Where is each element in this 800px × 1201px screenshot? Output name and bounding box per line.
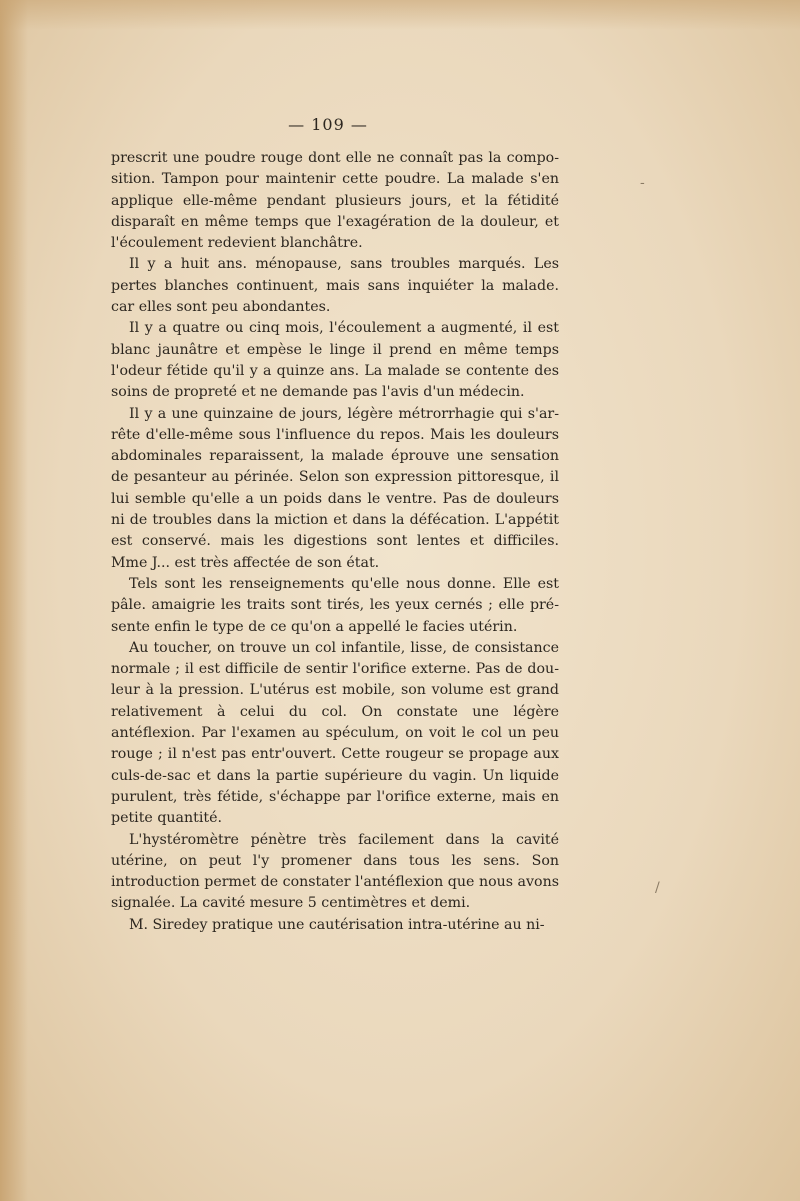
paragraph-3: Il y a quatre ou cinq mois, l'écoulement a augmenté, il est blanc jaunâtre et empèse le linge il prend en même temps l'odeur fétide qu'il y a quinze ans. La malade se contente des soins de propreté et ne demande pas l'avis d'un médecin.	[111, 320, 559, 401]
page-top-shadow	[0, 0, 800, 30]
page-edge-shadow	[0, 0, 28, 1201]
paragraph-8: M. Siredey pratique une cautérisation intra-utérine au ni-	[129, 916, 545, 933]
margin-mark-dash: -	[640, 175, 645, 191]
paragraph-1: prescrit une poudre rouge dont elle ne connaît pas la composition. Tampon pour maintenir cette poudre. La malade s'en applique elle-même pendant plusieurs jours, et la fétidité disparaît en même temps que l'exagération de la douleur, et l'écoulement redevient blanchâtre.	[111, 150, 559, 252]
paragraph-6: Au toucher, on trouve un col infantile, lisse, de consistance normale ; il est difficile de sentir l'orifice externe. Pas de douleur à la pression. L'utérus est mobile, son volume est grand relativement à celui du col. On constate une légère antéflexion. Par l'examen au spéculum, on voit le col un peu rouge ; il n'est pas entr'ouvert. Cette rougeur se propage aux culs-de-sac et dans la partie supérieure du vagin. Un liquide purulent, très fétide, s'échappe par l'orifice externe, mais en petite quantité.	[111, 639, 559, 827]
paragraph-5: Tels sont les renseignements qu'elle nous donne. Elle est pâle. amaigrie les traits sont tirés, les yeux cernés ; elle présente enfin le type de ce qu'on a appellé le facies utérin.	[111, 575, 559, 635]
page-number: — 109 —	[288, 115, 368, 134]
paragraph-2: Il y a huit ans. ménopause, sans troubles marqués. Les pertes blanches continuent, mais sans inquiéter la malade. car elles sont peu abondantes.	[111, 256, 559, 316]
body-text	[111, 148, 559, 936]
paragraph-7: L'hystéromètre pénètre très facilement dans la cavité utérine, on peut l'y promener dans tous les sens. Son introduction permet de constater l'antéflexion que nous avons signalée. La cavité mesure 5 centimètres et demi.	[111, 831, 559, 912]
paragraph-4: Il y a une quinzaine de jours, légère métrorrhagie qui s'arrête d'elle-même sous l'influence du repos. Mais les douleurs abdominales reparaissent, la malade éprouve une sensation de pesanteur au périnée. Selon son expression pittoresque, il lui semble qu'elle a un poids dans le ventre. Pas de douleurs ni de troubles dans la miction et dans la défécation. L'appétit est conservé. mais les digestions sont lentes et difficiles. Mme J... est très affectée de son état.	[111, 405, 559, 571]
margin-mark-slash: /	[655, 880, 660, 896]
